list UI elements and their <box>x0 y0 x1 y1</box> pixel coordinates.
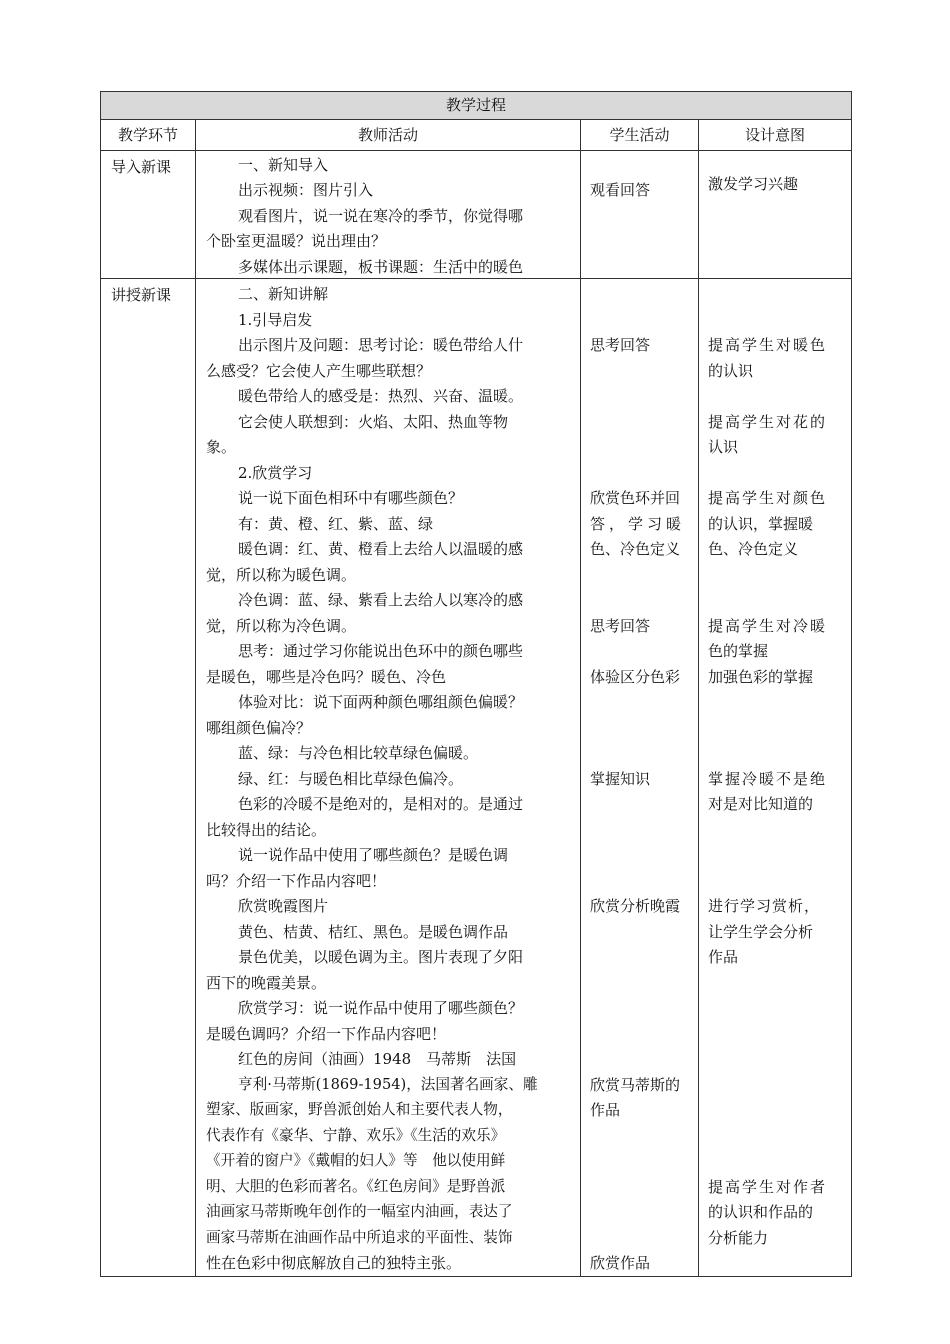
student-line: 欣赏色环并回 <box>590 489 681 507</box>
teacher-line: 说一说下面色相环中有哪些颜色？ <box>238 489 464 507</box>
teacher-line: 出示图片及问题：思考讨论：暖色带给人什 <box>238 336 524 354</box>
intent-line: 提高学生对花的 <box>708 413 828 431</box>
student-line: 掌握知识 <box>590 770 651 788</box>
teacher-line: 观看图片，说一说在寒冷的季节，你觉得哪 <box>238 207 524 225</box>
teacher-line: 冷色调：蓝、绿、紫看上去给人以寒冷的感 <box>238 591 524 609</box>
header-teacher: 教师活动 <box>196 120 581 151</box>
teacher-line: 个卧室更温暖？说出理由？ <box>206 232 387 250</box>
teacher-line: 黄色、桔黄、桔红、黑色。是暖色调作品 <box>238 923 509 941</box>
teacher-line: 暖色调：红、黄、橙看上去给人以温暖的感 <box>238 540 524 558</box>
student-line: 欣赏作品 <box>590 1254 651 1272</box>
teacher-line: 2.欣赏学习 <box>238 464 313 482</box>
teacher-line: 《开着的窗户》《戴帽的妇人》等 他以使用鲜 <box>206 1152 506 1169</box>
intent-line: 激发学习兴趣 <box>708 175 799 193</box>
student-cell <box>581 151 699 279</box>
intent-line: 的认识，掌握暖 <box>708 515 814 533</box>
teacher-line: 明、大胆的色彩而著名。《红色房间》是野兽派 <box>206 1178 506 1195</box>
teacher-line: 思考：通过学习你能说出色环中的颜色哪些 <box>238 642 524 660</box>
intent-line: 加强色彩的掌握 <box>708 668 814 686</box>
intent-line: 的认识和作品的 <box>708 1203 814 1221</box>
teacher-line: 说一说作品中使用了哪些颜色？是暖色调 <box>238 846 509 864</box>
stage-cell <box>101 151 196 279</box>
student-cell <box>581 279 699 1277</box>
teacher-line: 绿、红：与暖色相比草绿色偏冷。 <box>238 770 464 788</box>
teacher-line: 景色优美，以暖色调为主。图片表现了夕阳 <box>238 948 524 966</box>
table-title-row <box>101 92 852 120</box>
teacher-line: 欣赏晚霞图片 <box>238 897 329 915</box>
teacher-line: 比较得出的结论。 <box>206 821 327 839</box>
student-line: 欣赏分析晚霞 <box>590 897 681 915</box>
intent-line: 的认识 <box>708 362 754 380</box>
teacher-line: 色彩的冷暖不是绝对的，是相对的。是通过 <box>238 795 524 813</box>
student-line: 色、冷色定义 <box>590 540 681 558</box>
teacher-cell <box>196 279 581 1277</box>
intent-cell <box>699 151 852 279</box>
intent-line: 认识 <box>708 438 739 456</box>
header-stage: 教学环节 <box>101 120 196 151</box>
intent-line: 让学生学会分析 <box>708 923 814 941</box>
stage-cell <box>101 279 196 1277</box>
intent-line: 提高学生对作者 <box>708 1178 828 1196</box>
header-intent: 设计意图 <box>699 120 852 151</box>
header-row <box>101 120 852 151</box>
student-line: 体验区分色彩 <box>590 668 681 686</box>
teacher-line: 红色的房间（油画）1948 马蒂斯 法国 <box>238 1050 517 1068</box>
teacher-line: 哪组颜色偏冷？ <box>206 719 312 737</box>
stage-label: 讲授新课 <box>111 286 172 304</box>
teacher-line: 一、新知导入 <box>238 156 329 174</box>
intent-line: 提高学生对暖色 <box>708 336 828 354</box>
intent-line: 提高学生对冷暖 <box>708 617 828 635</box>
intent-cell <box>699 279 852 1277</box>
teacher-line: 有：黄、橙、红、紫、蓝、绿 <box>238 515 434 533</box>
table-row <box>101 151 852 279</box>
teacher-line: 出示视频：图片引入 <box>238 181 374 199</box>
teaching-process-table <box>100 91 852 1277</box>
header-student: 学生活动 <box>581 120 699 151</box>
teacher-line: 觉，所以称为冷色调。 <box>206 617 357 635</box>
teacher-line: 是暖色调吗？介绍一下作品内容吧！ <box>206 1025 447 1043</box>
teacher-line: 塑家、版画家，野兽派创始人和主要代表人物， <box>206 1101 513 1118</box>
student-line: 答，学习暖 <box>590 515 686 533</box>
student-line: 思考回答 <box>590 336 651 354</box>
intent-line: 色、冷色定义 <box>708 540 799 558</box>
teacher-line: 是暖色，哪些是冷色吗？暖色、冷色 <box>206 668 447 686</box>
intent-line: 作品 <box>708 948 739 966</box>
stage-label: 导入新课 <box>111 158 172 176</box>
teacher-line: 体验对比：说下面两种颜色哪组颜色偏暖？ <box>238 693 524 711</box>
teacher-line: 亨利·马蒂斯(1869-1954)，法国著名画家、雕 <box>238 1076 538 1093</box>
teacher-line: 西下的晚霞美景。 <box>206 974 327 992</box>
teacher-line: 画家马蒂斯在油画作品中所追求的平面性、装饰 <box>206 1229 513 1246</box>
teacher-cell <box>196 151 581 279</box>
teacher-line: 暖色带给人的感受是：热烈、兴奋、温暖。 <box>238 387 524 405</box>
teacher-line: 二、新知讲解 <box>238 285 329 303</box>
table-title: 教学过程 <box>101 92 852 120</box>
teacher-line: 觉，所以称为暖色调。 <box>206 566 357 584</box>
teacher-line: 性在色彩中彻底解放自己的独特主张。 <box>206 1254 462 1272</box>
teacher-line: 蓝、绿：与冷色相比较草绿色偏暖。 <box>238 744 479 762</box>
intent-line: 进行学习赏析， <box>708 897 821 915</box>
teacher-line: 么感受？它会使人产生哪些联想？ <box>206 362 432 380</box>
intent-line: 提高学生对颜色 <box>708 489 828 507</box>
intent-line: 掌握冷暖不是绝 <box>708 770 828 788</box>
teacher-line: 欣赏学习：说一说作品中使用了哪些颜色？ <box>238 999 524 1017</box>
intent-line: 色的掌握 <box>708 642 769 660</box>
student-line: 观看回答 <box>590 181 651 199</box>
teacher-line: 象。 <box>206 438 237 456</box>
intent-line: 对是对比知道的 <box>708 795 814 813</box>
teacher-line: 油画家马蒂斯晚年创作的一幅室内油画，表达了 <box>206 1203 513 1220</box>
teacher-line: 它会使人联想到：火焰、太阳、热血等物 <box>238 413 509 431</box>
intent-line: 分析能力 <box>708 1229 769 1247</box>
student-line: 欣赏马蒂斯的 <box>590 1076 681 1094</box>
student-line: 作品 <box>590 1101 621 1119</box>
teacher-line: 多媒体出示课题，板书课题：生活中的暖色 <box>238 258 524 276</box>
table-row <box>101 279 852 1277</box>
teacher-line: 代表作有《豪华、宁静、欢乐》《生活的欢乐》 <box>206 1127 506 1144</box>
student-line: 思考回答 <box>590 617 651 635</box>
teacher-line: 1.引导启发 <box>238 311 313 329</box>
teacher-line: 吗？介绍一下作品内容吧！ <box>206 872 387 890</box>
